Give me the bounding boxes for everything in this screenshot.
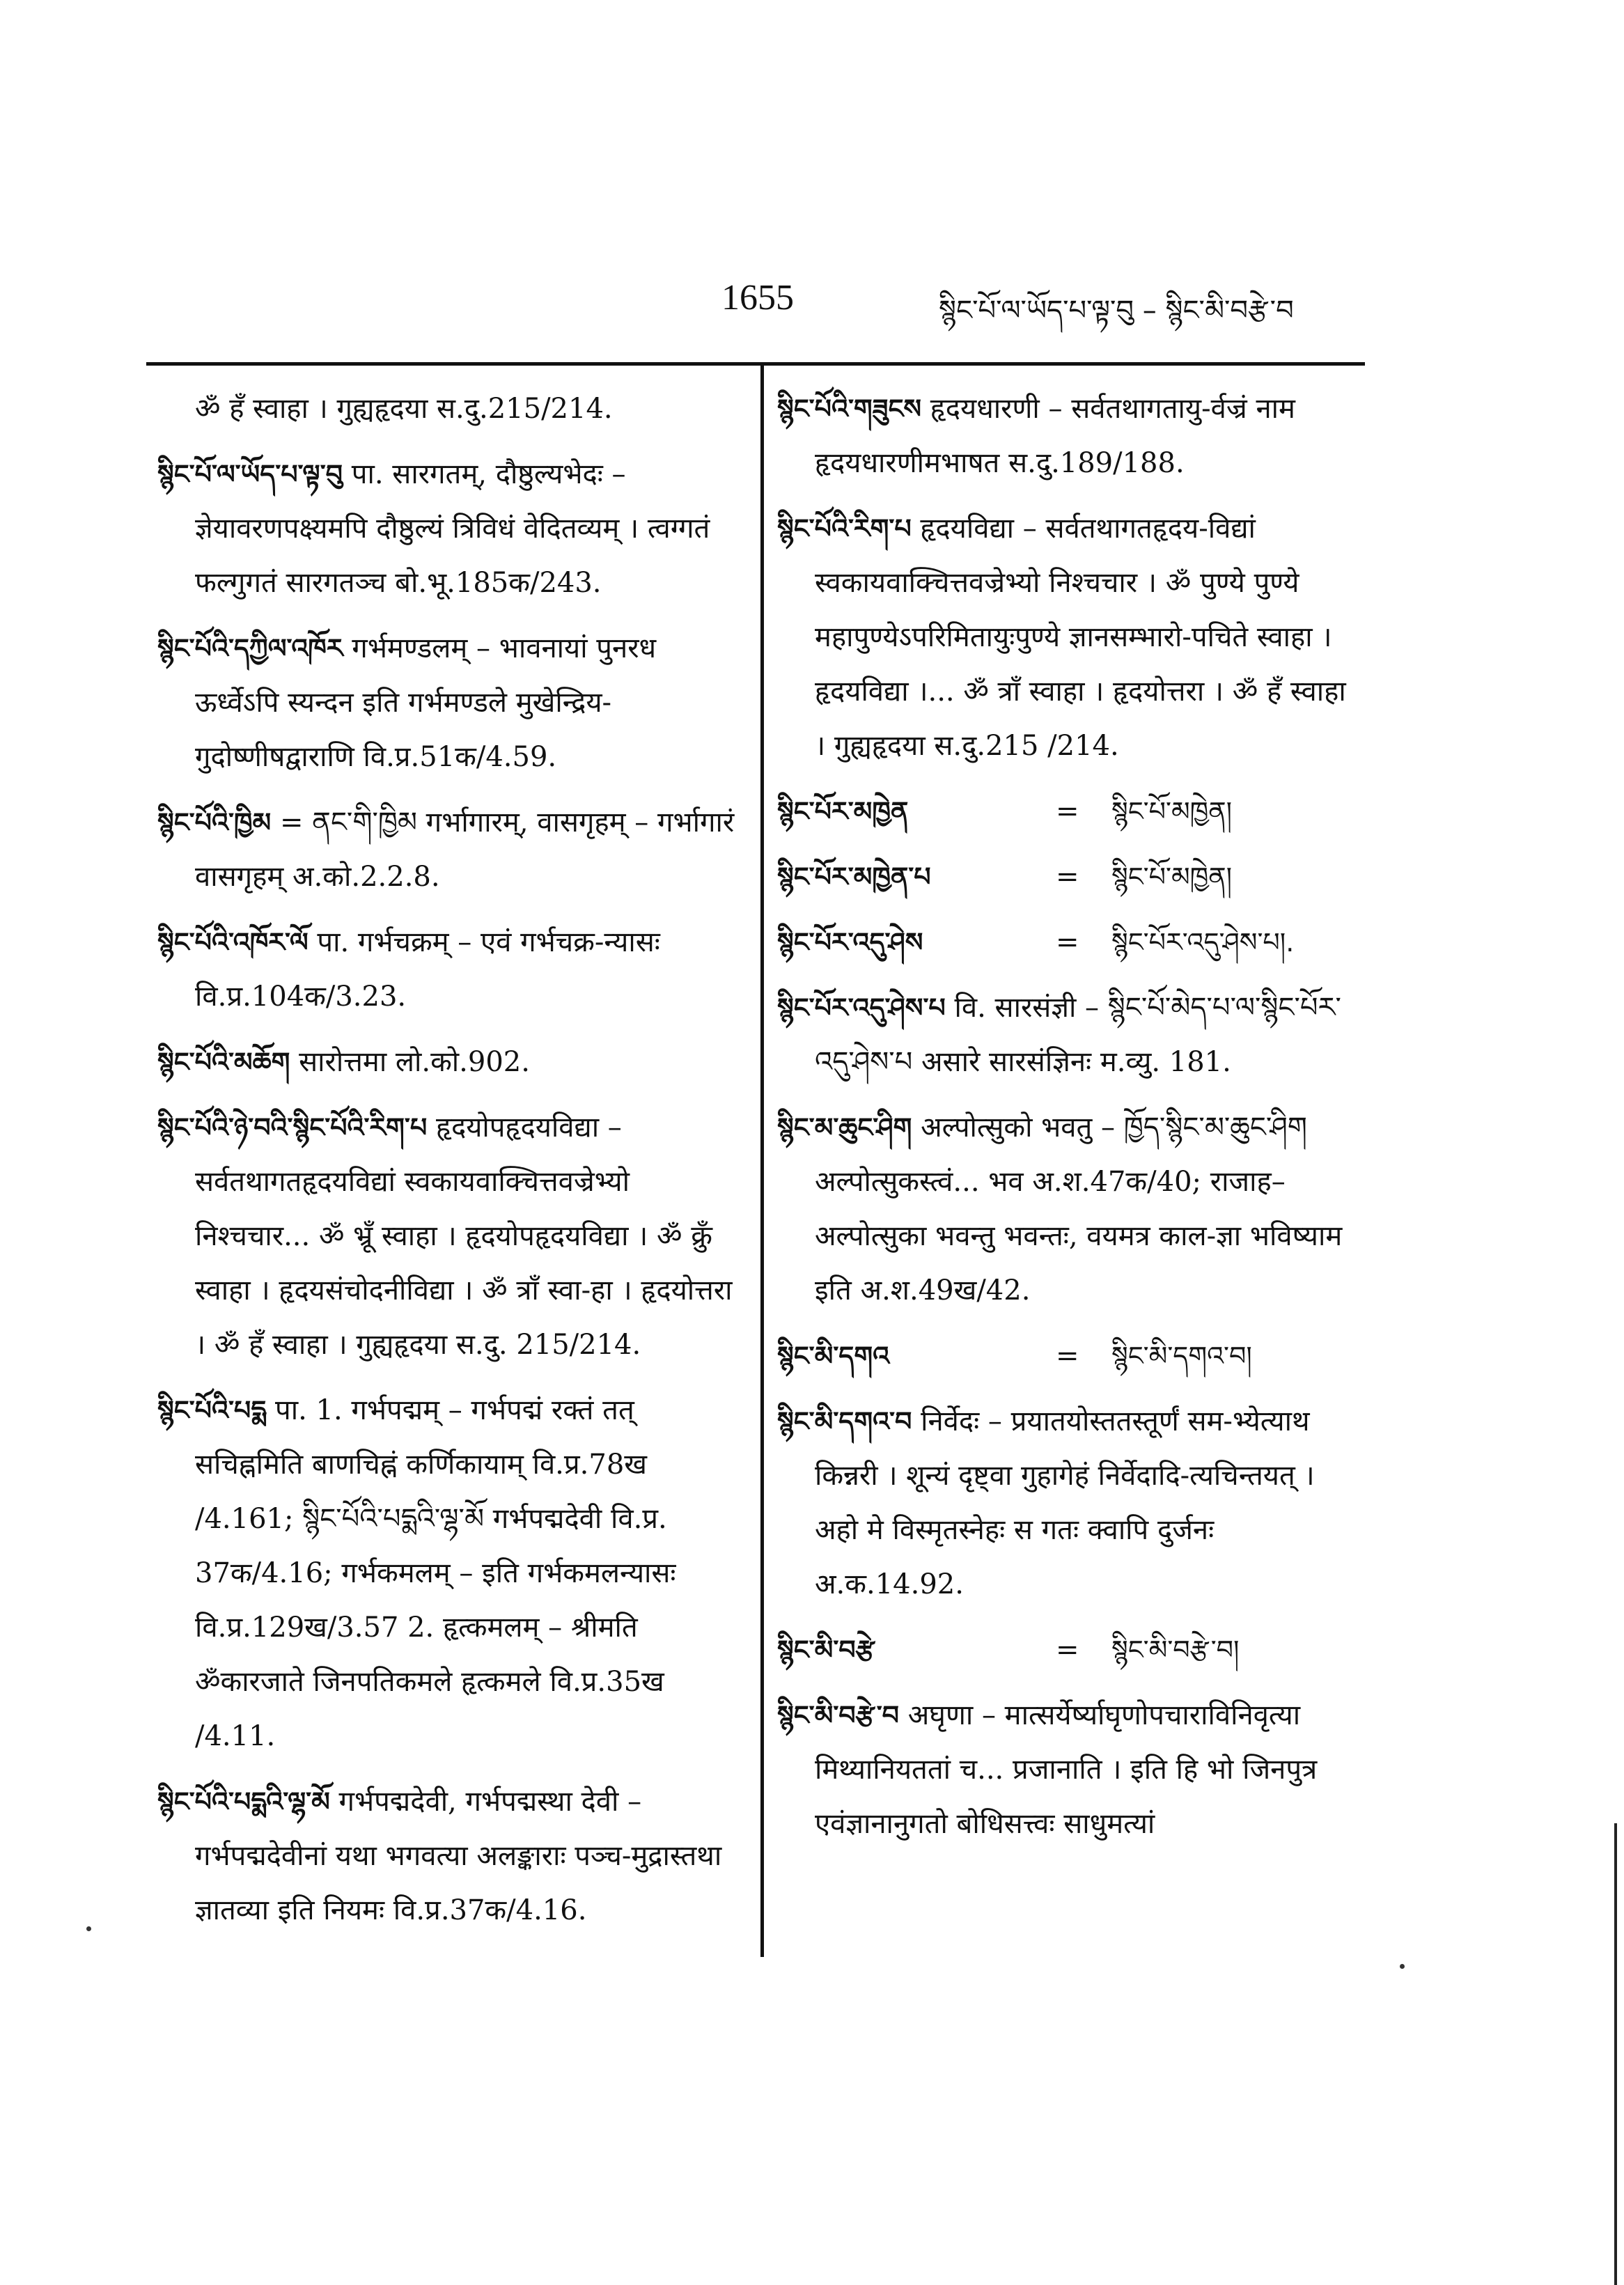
dictionary-entry [157, 1100, 737, 1372]
right-column [777, 382, 1357, 1862]
dictionary-entry [777, 382, 1357, 490]
cross-reference-entry [777, 1623, 1357, 1677]
column-divider [760, 362, 764, 1957]
running-head: སྙིང་པོ་ལ་ཡོད་པ་ལྟ་བུ – སྙིང་མི་བརྩེ་བ [939, 295, 1294, 327]
entry-headword: སྙིང་པོའི་གཟུངས [777, 393, 922, 424]
dictionary-entry [157, 915, 737, 1024]
scan-edge-line [1614, 1823, 1617, 2285]
entry-definition: वि. सारसंज्ञी – སྙིང་པོ་མེད་པ་ལ་སྙིང་པོར་འདུ་ཤེས་པ असारे सारसंज्ञिनः म.व्यु. 181. [815, 992, 1341, 1078]
entry-headword: སྙིང་མི་བརྩེ [777, 1635, 875, 1665]
cross-reference-entry [777, 850, 1357, 904]
entry-headword: སྙིང་པོའི་པདྨ [157, 1395, 267, 1426]
entry-definition: निर्वेदः – प्रयातयोस्ततस्तूर्णं सम-भ्येत्याथ किन्नरी । शून्यं दृष्ट्वा गुहागेहं निर्वेदादि-त्यचिन्तयत् । अहो मे विस्मृतस्नेहः स गतः क्वापि दुर्जनः अ.क.14.92. [815, 1405, 1315, 1600]
entry-headword: སྙིང་པོའི་ཁྱིམ [157, 807, 272, 838]
dictionary-entry [157, 795, 737, 904]
cross-reference-target: སྙིང་མི་དགའ་བ། [1111, 1341, 1252, 1371]
scan-speck [86, 1926, 91, 1931]
entry-definition: ॐ हँ स्वाहा । गुह्यहृदया स.दु.215/214. [195, 393, 613, 425]
entry-headword: སྙིང་པོའི་དཀྱིལ་འཁོར [157, 633, 343, 664]
cross-reference-entry [777, 915, 1357, 969]
entry-definition: पा. गर्भचक्रम् – एवं गर्भचक्र-न्यासः वि.प्र.104क/3.23. [195, 926, 660, 1013]
cross-reference-target: སྙིང་མི་བརྩེ་བ། [1111, 1635, 1240, 1665]
entry-definition: पा. 1. गर्भपद्मम् – गर्भपद्मं रक्तं तत् सचिह्नमिति बाणचिह्नं कर्णिकायाम् वि.प्र.78ख /4.161; སྙིང་པོའི་པདྨའི་ལྷ་མོ गर्भपद्मदेवी वि.प्र. 37क/4.16; गर्भकमलम् – इति गर्भकमलन्यासः वि.प्र.129ख/3.57 2. हृत्कमलम् – श्रीमति ॐकारजाते जिनपतिकमले हृत्कमले वि.प्र.35ख /4.11. [195, 1394, 676, 1752]
page-number: 1655 [721, 278, 794, 318]
dictionary-entry [777, 1100, 1357, 1318]
entry-headword: སྙིང་པོར་འདུ་ཤེས [777, 927, 923, 958]
dictionary-entry [157, 1383, 737, 1763]
entry-headword: སྙིང་མི་དགའ་བ [777, 1406, 912, 1437]
entry-headword: སྙིང་པོའི་ཉེ་བའི་སྙིང་པོའི་རིག་པ [157, 1112, 428, 1143]
entry-definition: सारोत्तमा लो.को.902. [299, 1046, 530, 1078]
entry-definition: अल्पोत्सुको भवतु – ཁྱོད་སྙིང་མ་ཆུང་ཤིག अल्पोत्सुकस्त्वं... भव अ.श.47क/40; राजाह–अल्पोत्सुका भवन्तु भवन्तः, वयमत्र काल-ज्ञा भविष्याम इति अ.श.49ख/42. [815, 1112, 1343, 1307]
left-column [157, 382, 737, 1949]
dictionary-entry [777, 1688, 1357, 1851]
dictionary-entry [777, 501, 1357, 773]
equals-sign: = [1056, 1340, 1079, 1372]
top-rule [146, 362, 1365, 366]
dictionary-entry [157, 1775, 737, 1937]
entry-headword: སྙིང་པོའི་རིག་པ [777, 513, 912, 544]
cross-reference-entry [777, 784, 1357, 839]
dictionary-entry [157, 447, 737, 610]
scan-speck [1400, 1964, 1405, 1969]
entry-headword: སྙིང་པོའི་པདྨའི་ལྷ་མོ [157, 1786, 330, 1817]
entry-headword: སྙིང་པོར་མཁྱེན་པ [777, 861, 931, 892]
equals-sign: = [1056, 795, 1079, 827]
equals-sign: = [1056, 861, 1079, 893]
cross-reference-target: སྙིང་པོ་མཁྱེན། [1111, 796, 1233, 827]
entry-headword: སྙིང་པོར་འདུ་ཤེས་པ [777, 992, 946, 1023]
entry-definition: हृदयधारणी – सर्वतथागतायु-र्वज्रं नाम हृदयधारणीमभाषत स.दु.189/188. [815, 393, 1295, 479]
dictionary-entry [777, 981, 1357, 1089]
entry-definition: अघृणा – मात्सर्येर्ष्याघृणोपचाराविनिवृत्या मिथ्यानियततां च... प्रजानाति । इति हि भो जिनपुत्र एवंज्ञानानुगतो बोधिसत्त्वः साधुमत्यां [815, 1699, 1318, 1840]
equals-sign: = [1056, 926, 1079, 958]
entry-headword: སྙིང་པོའི་འཁོར་ལོ [157, 927, 309, 958]
equals-sign: = [1056, 1634, 1079, 1666]
cross-reference-target: སྙིང་པོ་མཁྱེན། [1111, 861, 1233, 892]
entry-headword: སྙིང་མ་ཆུང་ཤིག [777, 1112, 912, 1143]
cross-reference-entry [777, 1329, 1357, 1383]
dictionary-entry [157, 1035, 737, 1089]
entry-headword: སྙིང་མི་དགའ [777, 1341, 890, 1371]
entry-headword: སྙིང་པོ་ལ་ཡོད་པ་ལྟ་བུ [157, 459, 343, 490]
dictionary-entry [157, 621, 737, 784]
entry-definition: हृदयोपहृदयविद्या – सर्वतथागतहृदयविद्यां स्वकायवाक्चित्तवज्रेभ्यो निश्चचार... ॐ भ्रूँ स्वाहा । हृदयोपहृदयविद्या । ॐ क्रुँ स्वाहा । हृदयसंचोदनीविद्या । ॐ त्राँ स्वा-हा । हृदयोत्तरा । ॐ हँ स्वाहा । गुह्यहृदया स.दु. 215/214. [195, 1112, 733, 1361]
entry-headword: སྙིང་པོའི་མཆོག [157, 1047, 290, 1077]
entry-headword: སྙིང་པོར་མཁྱེན [777, 796, 909, 827]
cross-reference-target: སྙིང་པོར་འདུ་ཤེས་པ།. [1111, 927, 1295, 958]
dictionary-entry [777, 1394, 1357, 1612]
entry-headword: སྙིང་མི་བརྩེ་བ [777, 1700, 900, 1731]
entry-definition: हृदयविद्या – सर्वतथागतहृदय-विद्यां स्वकायवाक्चित्तवज्रेभ्यो निश्चचार । ॐ पुण्ये पुण्ये महापुण्येऽपरिमितायुःपुण्ये ज्ञानसम्भारो-पचिते स्वाहा । हृदयविद्या ।... ॐ त्राँ स्वाहा । हृदयोत्तरा । ॐ हँ स्वाहा । गुह्यहृदया स.दु.215 /214. [815, 513, 1346, 762]
entry-definition: गर्भमण्डलम् – भावनायां पुनरध ऊर्ध्वेऽपि स्यन्दन इति गर्भमण्डले मुखेन्द्रिय-गुदोष्णीषद्वाराणि वि.प्र.51क/4.59. [195, 632, 657, 773]
entry-continuation [157, 382, 737, 436]
entry-definition: गर्भपद्मदेवी, गर्भपद्मस्था देवी – गर्भपद्मदेवीनां यथा भगवत्या अलङ्काराः पञ्च-मुद्रास्तथा ज्ञातव्या इति नियमः वि.प्र.37क/4.16. [195, 1786, 722, 1926]
entry-definition: पा. सारगतम्, दौष्ठुल्यभेदः – ज्ञेयावरणपक्ष्यमपि दौष्ठुल्यं त्रिविधं वेदितव्यम् । त्वग्गतं फल्गुगतं सारगतञ्च बो.भू.185क/243. [195, 458, 710, 599]
entry-definition: = ནང་གི་ཁྱིམ गर्भागारम्, वासगृहम् – गर्भागारं वासगृहम् अ.को.2.2.8. [195, 806, 735, 893]
